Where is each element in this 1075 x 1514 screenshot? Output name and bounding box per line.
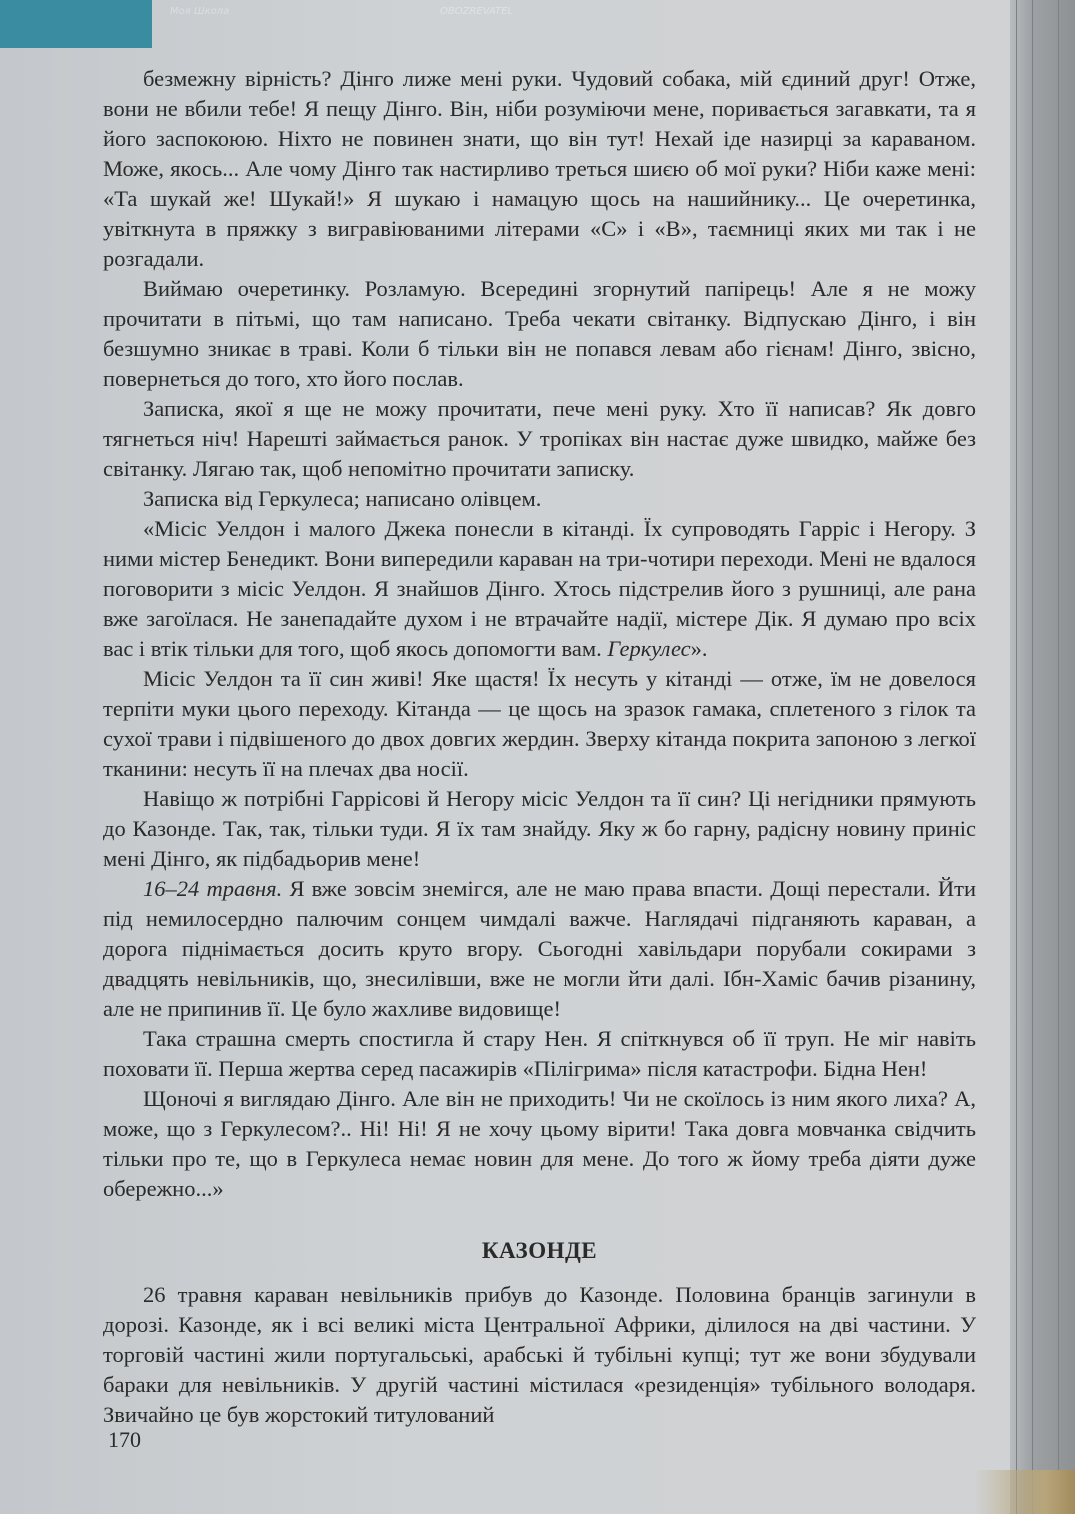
paragraph: Місіс Уелдон та її син живі! Яке щастя! Їх несуть у кітанді — отже, їм не довелося терпіти муки цього переходу. Кітанда — це щось на зразок гамака, сплетеного з гілок та сухої трави і підвішеного до двох довгих жердин. Зверху кітанда покрита запоною з легкої тканини: несуть її на плечах два носії. [103, 666, 976, 781]
chapter-tab [0, 0, 152, 48]
paragraph: Навіщо ж потрібні Гаррісові й Негору місіс Уелдон та її син? Ці негідники прямують до Казонде. Так, так, тільки туди. Я їх там знайду. Яку ж бо гарну, радісну новину приніс мені Дінго, як підбадьорив мене! [103, 786, 976, 871]
diary-entry [103, 874, 976, 1024]
page-number: 170 [108, 1427, 141, 1452]
date-label: 16–24 травня. [143, 876, 283, 901]
book-corner [975, 1470, 1075, 1514]
paragraph: безмежну вірність? Дінго лиже мені руки. Чудовий собака, мій єдиний друг! Отже, вони не вбили тебе! Я пещу Дінго. Він, ніби розуміючи мене, поривається загавкати, та я його заспокоюю. Ніхто не повинен знати, що він тут! Нехай іде назирці за караваном. Може, якось... Але чому Дінго так настирливо треться шиєю об мої руки? Ніби каже мені: «Та шукай же! Шукай!» Я шукаю і намацую щось на нашийнику... Це очеретинка, увіткнута в пряжку з вигравіюваними літерами «С» і «В», таємниці яких ми так і не розгадали. [103, 66, 976, 271]
letter-paragraph [103, 514, 976, 664]
watermark-label: Моя Школа [170, 6, 230, 17]
watermark-label: OBOZREVATEL [440, 6, 513, 17]
next-page-edge [1010, 0, 1075, 1514]
letter-signature: Геркулес [607, 636, 691, 661]
paragraph: Щоночі я виглядаю Дінго. Але він не приходить! Чи не скоїлось із ним якого лиха? А, може, що з Геркулесом?.. Ні! Ні! Я не хочу цьому вірити! Така довга мовчанка свідчить тільки про те, що в Геркулеса немає новин для мене. До того ж йому треба діяти дуже обережно...» [103, 1086, 976, 1201]
letter-text: «Місіс Уелдон і малого Джека понесли в кітанді. Їх супроводять Гарріс і Негору. З ними містер Бенедикт. Вони випередили караван на три-чотири переходи. Мені не вдалося поговорити з місіс Уелдон. Я знайшов Дінго. Хтось підстрелив його з рушниці, але рана вже загоїлася. Не занепадайте духом і не втрачайте надії, містере Дік. Я думаю про всіх вас і втік тільки для того, щоб якось допомогти вам. [103, 516, 976, 661]
paragraph: Записка від Геркулеса; написано олівцем. [143, 486, 542, 511]
paragraph: 26 травня караван невільників прибув до Казонде. Половина бранців загинули в дорозі. Казонде, як і всі великі міста Центральної Африки, ділилося на дві частини. У торговій частині жили португальські, арабські й тубільні купці; тут же вони збудували бараки для невільників. У другій частині містилася «резиденція» тубільного володаря. Звичайно це був жорстокий титулований [103, 1282, 976, 1427]
section-heading: КАЗОНДЕ [481, 1238, 598, 1263]
paragraph: Виймаю очеретинку. Розламую. Всередині згорнутий папірець! Але я не можу прочитати в пітьмі, що там написано. Треба чекати світанку. Відпускаю Дінго, і він безшумно зникає в траві. Коли б тільки він не попався левам або гієнам! Дінго, звісно, повернеться до того, хто його послав. [103, 276, 976, 391]
page-text [103, 64, 976, 1430]
paragraph: Така страшна смерть спостигла й стару Нен. Я спіткнувся об її труп. Не міг навіть поховати її. Перша жертва серед пасажирів «Пілігрима» після катастрофи. Бідна Нен! [103, 1026, 976, 1081]
diary-text: Я вже зовсім знемігся, але не маю права впасти. Дощі перестали. Йти під немилосердно палючим сонцем чимдалі важче. Наглядачі підганяють караван, а дорога піднімається досить круто вгору. Сьогодні хавільдари порубали сокирами з двадцять невільників, що, знесилівши, вже не могли йти далі. Ібн-Хаміс бачив різанину, але не припинив її. Це було жахливе видовище! [103, 876, 976, 1021]
paragraph: Записка, якої я ще не можу прочитати, пече мені руку. Хто її написав? Як довго тягнеться ніч! Нарешті займається ранок. У тропіках він настає дуже швидко, майже без світанку. Лягаю так, щоб непомітно прочитати записку. [103, 396, 976, 481]
letter-end: ». [690, 636, 708, 661]
